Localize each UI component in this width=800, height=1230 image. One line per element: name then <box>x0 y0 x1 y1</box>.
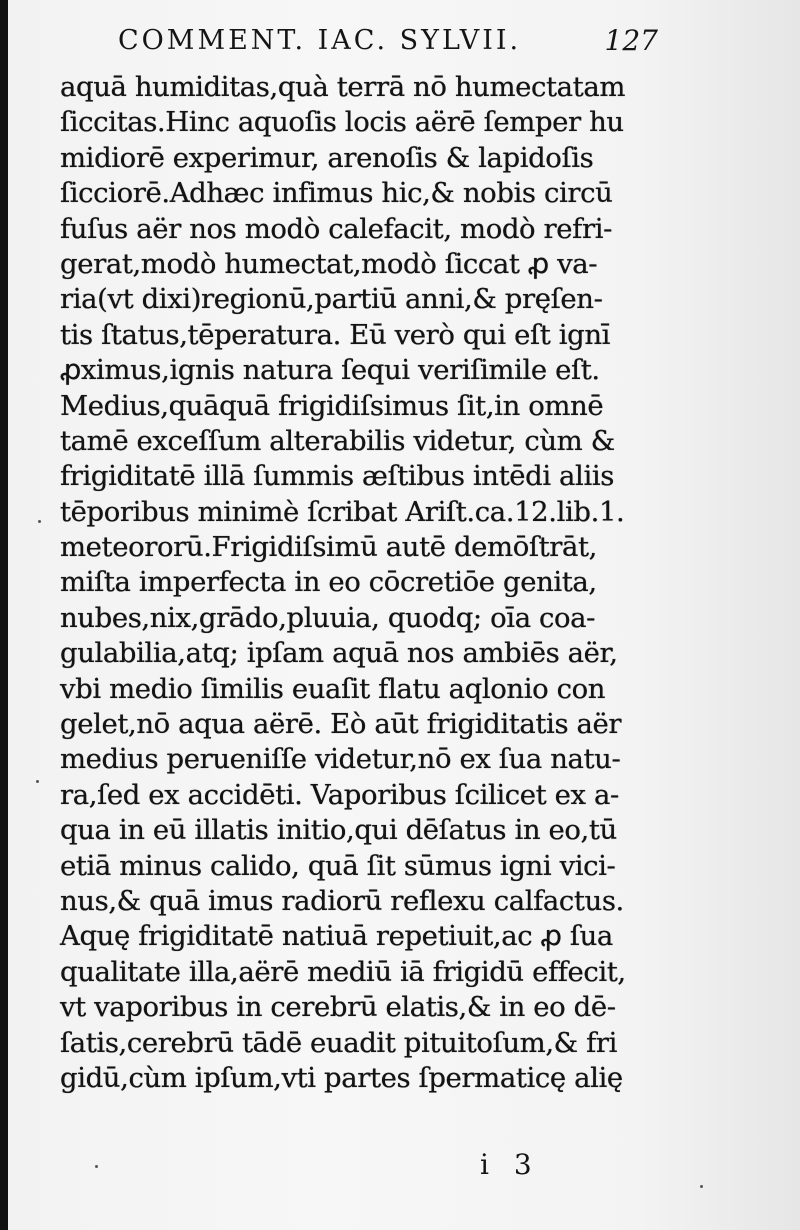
text-line: Aquę frigiditatē natiuā repetiuit,ac ꝓ ſua <box>60 920 613 953</box>
text-line: ſiccitas.Hinc aquoſis locis aërē ſemper hu <box>60 106 624 139</box>
text-line: nubes,nix,grādo,pluuia, quodq; oīa coa- <box>60 601 596 634</box>
text-line: ſicciorē.Adhæc infimus hic,& nobis circū <box>60 177 613 210</box>
text-line: ꝓximus,ignis natura ſequi veriſimile eſt. <box>60 354 600 387</box>
body-text <box>60 70 660 1096</box>
text-line: Medius,quāquā frigidiſsimus ſit,in omnē <box>60 389 604 422</box>
text-line: gerat,modò humectat,modò ſiccat ꝓ va- <box>60 247 598 280</box>
ink-speck <box>36 780 39 783</box>
text-line: qua in eū illatis initio,qui dēſatus in eo,tū <box>60 814 617 847</box>
ink-speck <box>38 520 41 523</box>
text-line: aquā humiditas,quà terrā nō humectatam <box>60 71 625 103</box>
text-line: frigiditatē illā ſummis æſtibus intēdi aliis <box>60 460 614 493</box>
text-line: gelet,nō aqua aërē. Eò aūt frigiditatis aër <box>60 708 622 741</box>
text-line: tamē exceſſum alterabilis videtur, cùm & <box>60 424 615 457</box>
ink-speck <box>95 1165 98 1168</box>
text-line: vt vaporibus in cerebrū elatis,& in eo dē- <box>60 991 616 1024</box>
text-line: nus,& quā imus radiorū reflexu calfactus. <box>60 884 624 917</box>
text-line: gulabilia,atq; ipſam aquā nos ambiēs aër, <box>60 637 618 670</box>
text-line: etiā minus calido, quā ſit sūmus igni vici- <box>60 849 616 882</box>
text-line: tis ſtatus,tēperatura. Eū verò qui eſt ignī <box>60 318 611 351</box>
text-line: ria(vt dixi)regionū,partiū anni,& pręſen- <box>60 283 603 316</box>
running-title: COMMENT. IAC. SYLVII. <box>118 24 522 56</box>
text-line: vbi medio ſimilis euaſit flatu aqlonio con <box>60 672 606 705</box>
text-line: miſta imperfecta in eo cōcretiōe genita, <box>60 566 597 599</box>
text-line: ra,ſed ex accidēti. Vaporibus ſcilicet ex a- <box>60 778 619 811</box>
signature-mark: i 3 <box>480 1148 540 1181</box>
page-number: 127 <box>604 23 658 57</box>
text-line: fuſus aër nos modò calefacit, modò refri- <box>60 212 612 245</box>
text-line: qualitate illa,aërē mediū iā frigidū effecit, <box>60 955 626 988</box>
text-line: tēporibus minimè ſcribat Ariſt.ca.12.lib.1. <box>60 495 625 528</box>
text-line: medius perueniſſe videtur,nō ex ſua natu- <box>60 743 621 776</box>
text-line: ſatis,cerebrū tādē euadit pituitoſum,& fri <box>60 1026 618 1059</box>
text-line: meteororū.Frigidiſsimū autē demōſtrāt, <box>60 531 598 564</box>
ink-speck <box>700 1185 703 1188</box>
page-header <box>118 18 658 62</box>
text-line: gidū,cùm ipſum,vti partes ſpermaticę alię <box>60 1061 623 1094</box>
text-line: midiorē experimur, arenoſis & lapidoſis <box>60 141 594 174</box>
binding-shadow <box>0 0 8 1230</box>
